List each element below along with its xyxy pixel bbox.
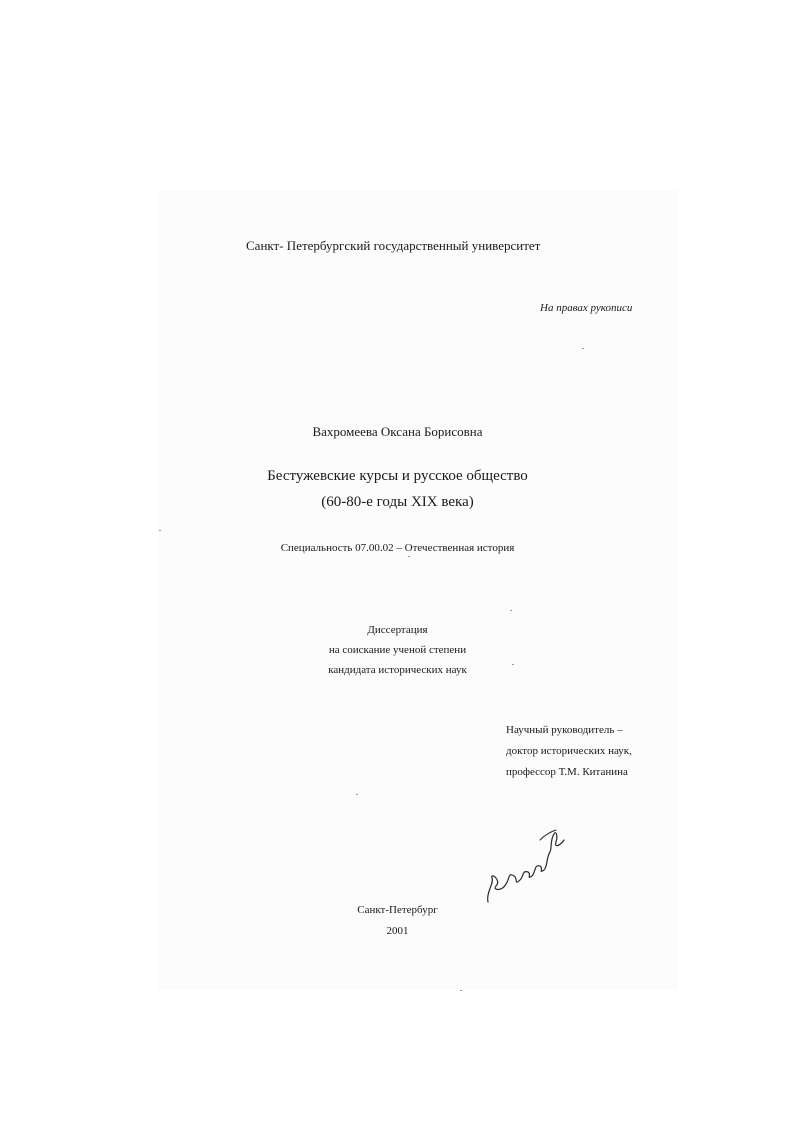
scan-speck <box>582 348 584 349</box>
scan-speck <box>510 610 512 611</box>
university-name: Санкт- Петербургский государственный университет <box>246 238 541 253</box>
specialty: Специальность 07.00.02 – Отечественная история <box>280 542 515 554</box>
dissertation-title-line2: (60-80-е годы XIX века) <box>321 494 474 510</box>
author-name: Вахромеева Оксана Борисовна <box>312 424 483 439</box>
scan-speck <box>460 990 462 991</box>
rights-notice: На правах рукописи <box>540 302 633 314</box>
advisor-line2: доктор исторических наук, <box>506 745 632 757</box>
scan-speck <box>356 794 358 795</box>
scan-speck <box>512 664 514 665</box>
publication-year: 2001 <box>386 925 409 937</box>
scan-speck <box>408 556 410 557</box>
handwritten-signature <box>480 820 570 910</box>
dissertation-type-line1: Диссертация <box>367 624 428 636</box>
advisor-line3: профессор Т.М. Китанина <box>506 766 628 778</box>
dissertation-type-line3: кандидата исторических наук <box>328 664 467 676</box>
scan-speck <box>159 530 161 531</box>
dissertation-title-line1: Бестужевские курсы и русское общество <box>267 468 528 484</box>
advisor-line1: Научный руководитель – <box>506 724 623 736</box>
dissertation-type-line2: на соискание ученой степени <box>328 644 467 656</box>
publication-city: Санкт-Петербург <box>357 904 438 916</box>
